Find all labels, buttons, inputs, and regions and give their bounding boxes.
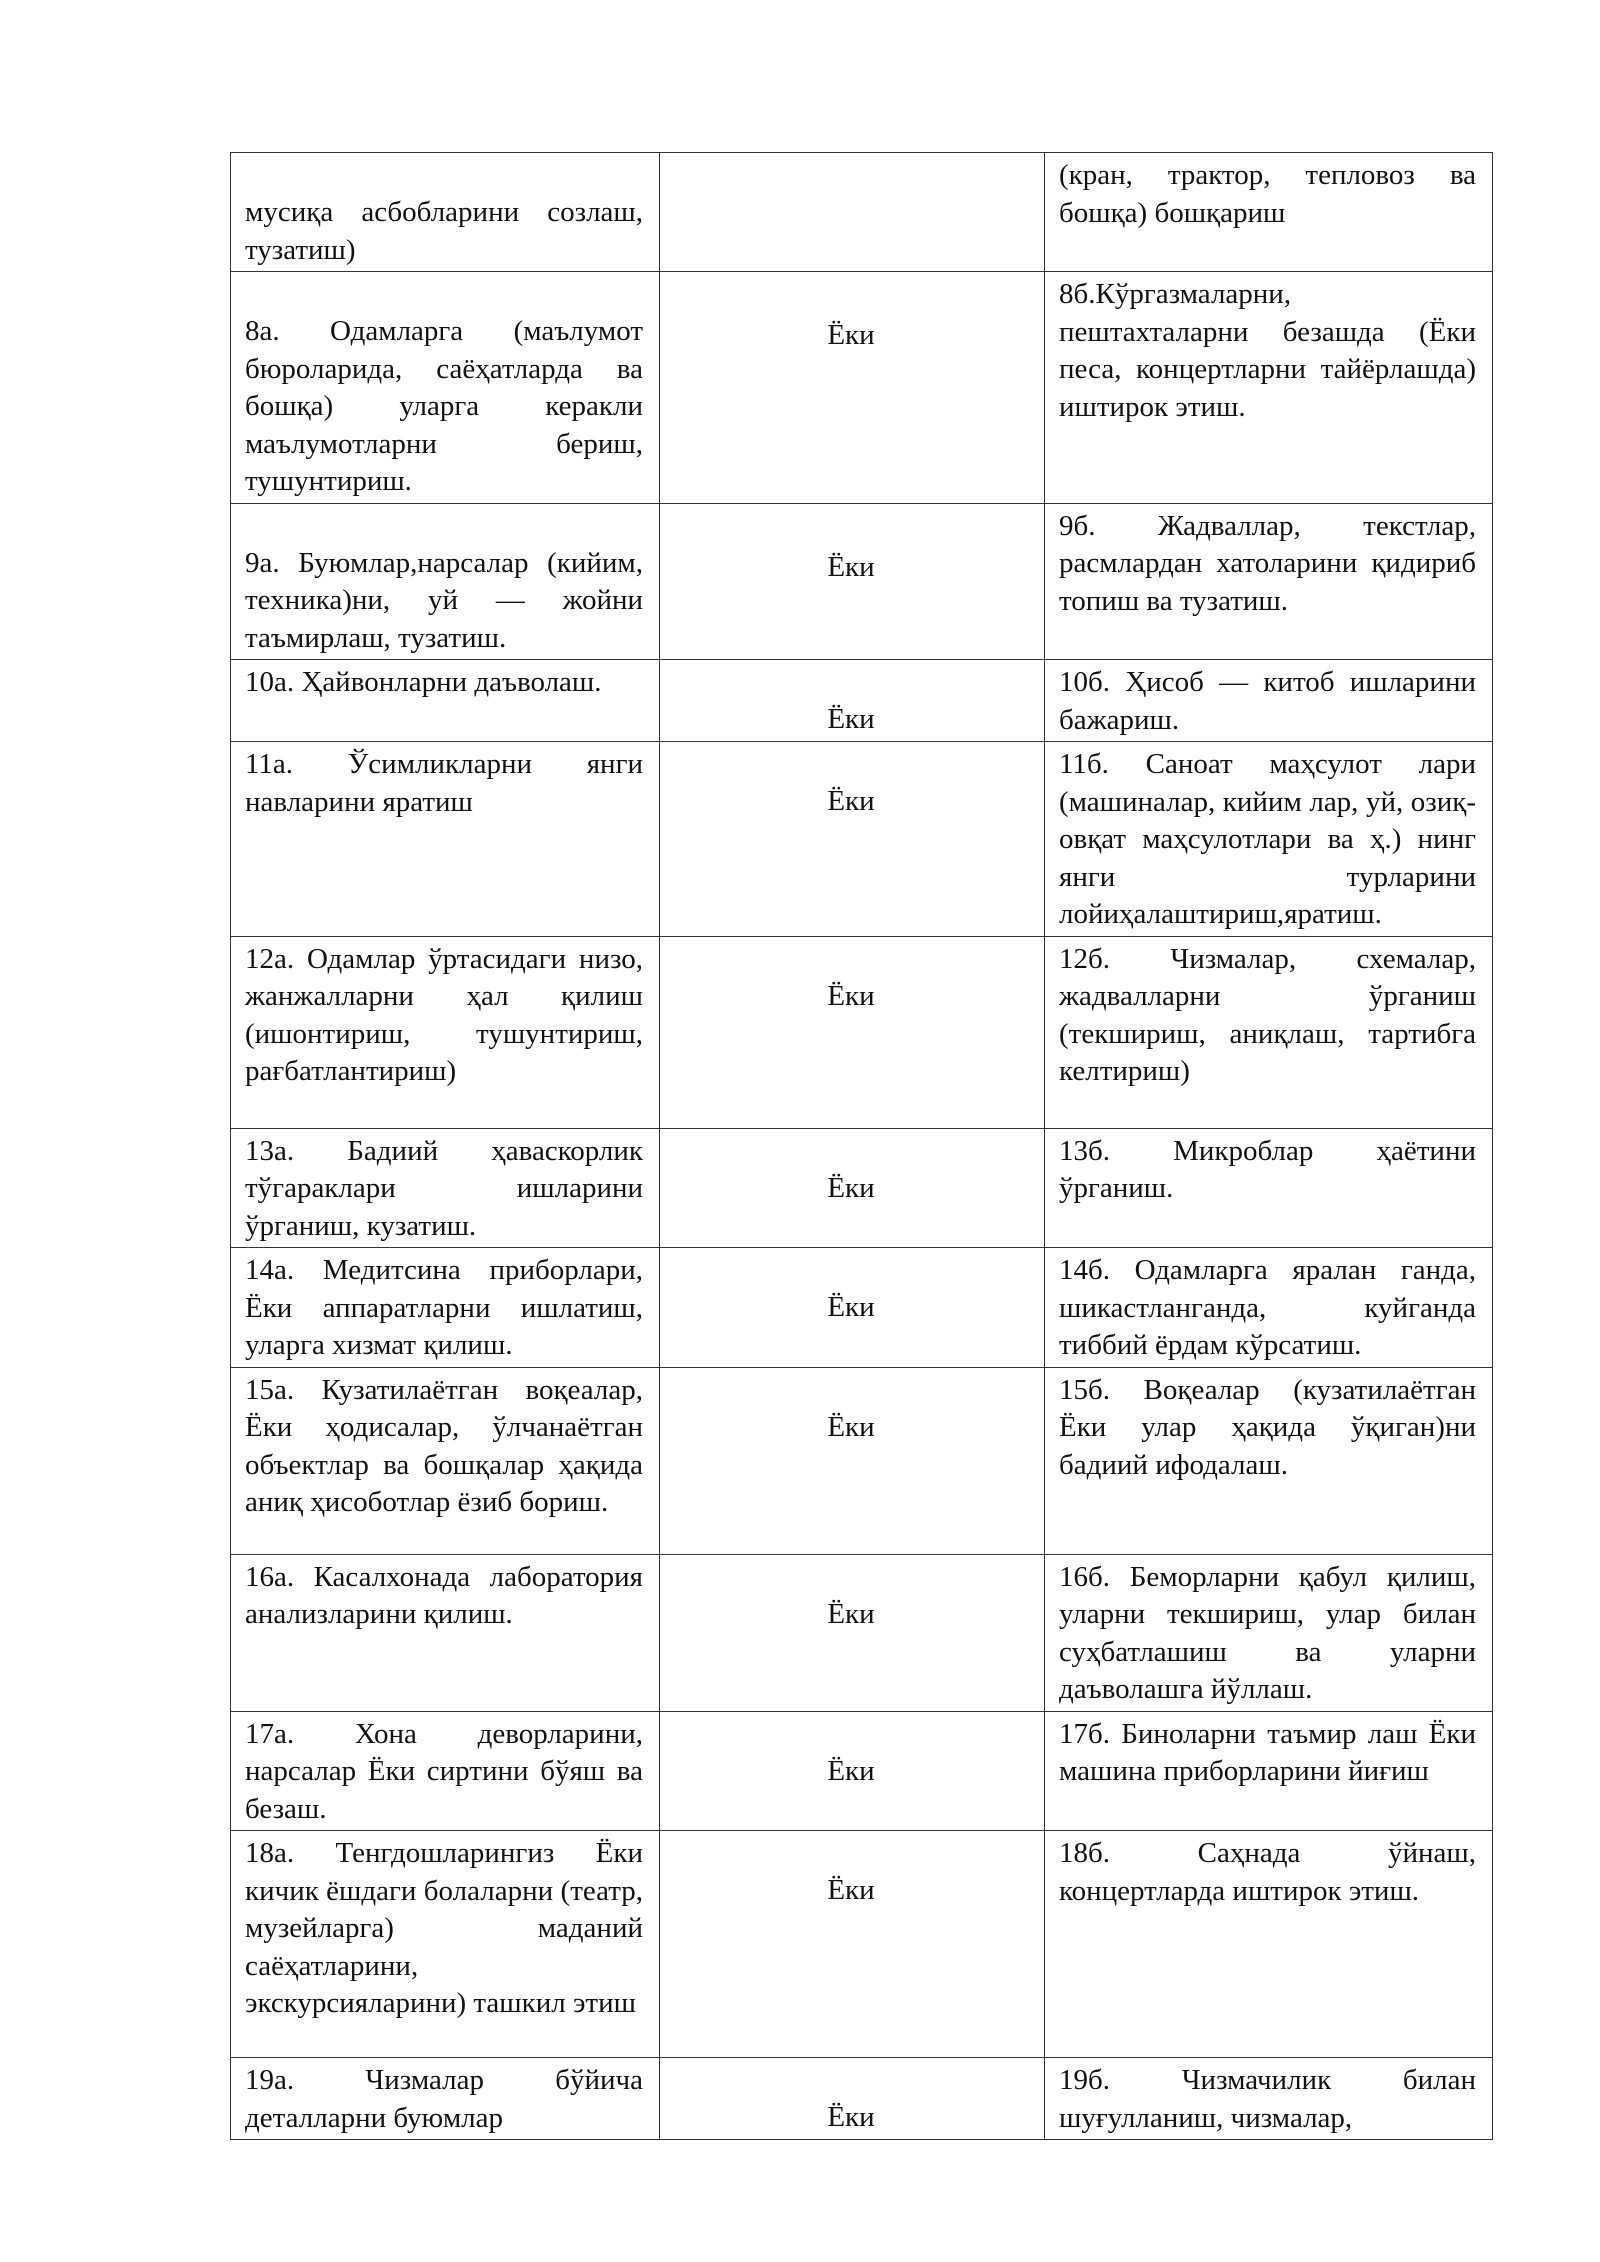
option-a-cell bbox=[231, 1831, 660, 2058]
option-a-cell bbox=[231, 660, 660, 742]
option-b-text: 18б. Саҳнада ўйнаш, концертларда иштирок этиш. bbox=[1059, 1837, 1476, 1907]
table-row bbox=[231, 1554, 1493, 1711]
table-row bbox=[231, 153, 1493, 272]
option-a-text: 9а. Буюмлар,нарсалар (кийим, техника)ни, уй — жойни таъмирлаш, тузатиш. bbox=[245, 546, 643, 654]
choice-text: Ёки bbox=[827, 1874, 875, 1906]
option-a-cell bbox=[231, 742, 660, 937]
table-row bbox=[231, 1128, 1493, 1248]
table-row bbox=[231, 742, 1493, 937]
choice-text: Ёки bbox=[827, 785, 875, 817]
option-b-text: 11б. Саноат маҳсулот лари (машиналар, кийим лар, уй, озиқ-овқат маҳсулотлари ва ҳ.) нинг янги турларини лойиҳалаштириш,яратиш. bbox=[1059, 748, 1476, 930]
option-a-text: 17а. Хона деворларини, нарсалар Ёки сиртини бўяш ва безаш. bbox=[245, 1717, 643, 1825]
option-a-cell bbox=[231, 503, 660, 660]
option-a-text: 14а. Медитсина приборлари, Ёки аппаратларни ишлатиш, уларга хизмат қилиш. bbox=[245, 1254, 643, 1361]
option-b-text: 19б. Чизмачилик билан шуғулланиш, чизмалар, bbox=[1059, 2064, 1476, 2134]
choice-text: Ёки bbox=[827, 979, 875, 1012]
table-row bbox=[231, 1831, 1493, 2058]
option-b-text: 16б. Беморларни қабул қилиш, уларни текшириш, улар билан суҳбатлашиш ва уларни даъволашга йўллаш. bbox=[1059, 1560, 1476, 1705]
choice-text: Ёки bbox=[827, 1410, 875, 1443]
option-b-cell bbox=[1045, 660, 1493, 742]
choice-text: Ёки bbox=[827, 1754, 875, 1787]
option-b-text: (кран, трактор, тепловоз ва бошқа) бошқариш bbox=[1059, 159, 1476, 229]
choice-text: Ёки bbox=[827, 319, 875, 351]
choice-cell bbox=[660, 153, 1045, 272]
option-a-cell bbox=[231, 1554, 660, 1711]
option-a-cell bbox=[231, 1128, 660, 1248]
choice-cell bbox=[660, 742, 1045, 937]
option-a-cell bbox=[231, 1248, 660, 1368]
option-b-text: 15б. Воқеалар (кузатилаётган Ёки улар ҳақида ўқиган)ни бадиий ифодалаш. bbox=[1059, 1373, 1476, 1481]
option-a-text: 12а. Одамлар ўртасидаги низо, жанжалларни ҳал қилиш (ишонтириш, тушунтириш, рағбатлантириш) bbox=[245, 942, 643, 1087]
table-row bbox=[231, 1367, 1493, 1554]
choice-text: Ёки bbox=[827, 550, 875, 583]
questionnaire-table bbox=[230, 152, 1493, 2140]
choice-cell bbox=[660, 1831, 1045, 2058]
choice-cell bbox=[660, 503, 1045, 660]
option-a-cell bbox=[231, 153, 660, 272]
option-b-cell bbox=[1045, 153, 1493, 272]
option-b-cell bbox=[1045, 1128, 1493, 1248]
table-row bbox=[231, 1248, 1493, 1368]
option-b-text: 14б. Одамларга яралан ганда, шикастланганда, куйганда тиббий ёрдам кўрсатиш. bbox=[1059, 1254, 1476, 1361]
option-b-cell bbox=[1045, 1711, 1493, 1831]
choice-cell bbox=[660, 1128, 1045, 1248]
option-b-text: 10б. Ҳисоб — китоб ишларини бажариш. bbox=[1059, 666, 1476, 736]
table-row bbox=[231, 2058, 1493, 2140]
choice-cell bbox=[660, 1711, 1045, 1831]
option-b-cell bbox=[1045, 936, 1493, 1128]
option-b-cell bbox=[1045, 1248, 1493, 1368]
option-b-cell bbox=[1045, 2058, 1493, 2140]
option-b-text: 12б. Чизмалар, схемалар, жадвалларни ўрганиш (текшириш, аниқлаш, тартибга келтириш) bbox=[1059, 942, 1476, 1087]
option-a-text: мусиқа асбобларини созлаш, тузатиш) bbox=[245, 196, 643, 266]
option-b-cell bbox=[1045, 1367, 1493, 1554]
choice-cell bbox=[660, 2058, 1045, 2140]
table-row bbox=[231, 503, 1493, 660]
option-a-text: 19а. Чизмалар бўйича деталларни буюмлар bbox=[245, 2064, 643, 2134]
choice-cell bbox=[660, 1367, 1045, 1554]
choice-text: Ёки bbox=[827, 2101, 875, 2133]
choice-cell bbox=[660, 1248, 1045, 1368]
option-a-text: 8а. Одамларга (маълумот бюроларида, саёҳатларда ва бошқа) уларга керакли маълумотларни бериш, тушунтириш. bbox=[245, 315, 643, 497]
option-a-cell bbox=[231, 936, 660, 1128]
table-row bbox=[231, 272, 1493, 504]
option-a-cell bbox=[231, 272, 660, 504]
option-a-text: 16а. Касалхонада лаборатория анализларини қилиш. bbox=[245, 1560, 643, 1630]
option-b-cell bbox=[1045, 503, 1493, 660]
option-a-text: 11а. Ўсимликларни янги навларини яратиш bbox=[245, 748, 643, 818]
choice-cell bbox=[660, 936, 1045, 1128]
option-b-cell bbox=[1045, 742, 1493, 937]
choice-cell bbox=[660, 1554, 1045, 1711]
option-b-cell bbox=[1045, 1554, 1493, 1711]
option-b-cell bbox=[1045, 272, 1493, 504]
option-a-cell bbox=[231, 1711, 660, 1831]
table-row bbox=[231, 936, 1493, 1128]
option-b-cell bbox=[1045, 1831, 1493, 2058]
option-b-text: 13б. Микроблар ҳаётини ўрганиш. bbox=[1059, 1134, 1476, 1204]
option-b-text: 8б.Кўргазмаларни, пештахталарни безашда (Ёки песа, концертларни тайёрлашда) иштирок этиш. bbox=[1059, 278, 1476, 423]
choice-text: Ёки bbox=[827, 1597, 875, 1630]
option-a-text: 13а. Бадиий ҳаваскорлик тўгараклари ишларини ўрганиш, кузатиш. bbox=[245, 1134, 643, 1242]
option-a-cell bbox=[231, 1367, 660, 1554]
choice-text: Ёки bbox=[827, 1171, 875, 1204]
choice-text: Ёки bbox=[827, 703, 875, 735]
option-a-text: 15а. Кузатилаётган воқеалар, Ёки ҳодисалар, ўлчанаётган объектлар ва бошқалар ҳақида аниқ ҳисоботлар ёзиб бориш. bbox=[245, 1373, 643, 1518]
option-a-text: 10а. Ҳайвонларни даъволаш. bbox=[245, 666, 602, 698]
option-b-text: 9б. Жадваллар, текстлар, расмлардан хатоларини қидириб топиш ва тузатиш. bbox=[1059, 509, 1476, 617]
choice-cell bbox=[660, 660, 1045, 742]
choice-text: Ёки bbox=[827, 1291, 875, 1323]
table-row bbox=[231, 660, 1493, 742]
option-b-text: 17б. Биноларни таъмир лаш Ёки машина приборларини йиғиш bbox=[1059, 1717, 1476, 1787]
table-row bbox=[231, 1711, 1493, 1831]
option-a-cell bbox=[231, 2058, 660, 2140]
choice-cell bbox=[660, 272, 1045, 504]
option-a-text: 18а. Тенгдошларингиз Ёки кичик ёшдаги болаларни (театр, музейларга) маданий саёҳатларини, экскурсияларини) ташкил этиш bbox=[245, 1837, 643, 2019]
